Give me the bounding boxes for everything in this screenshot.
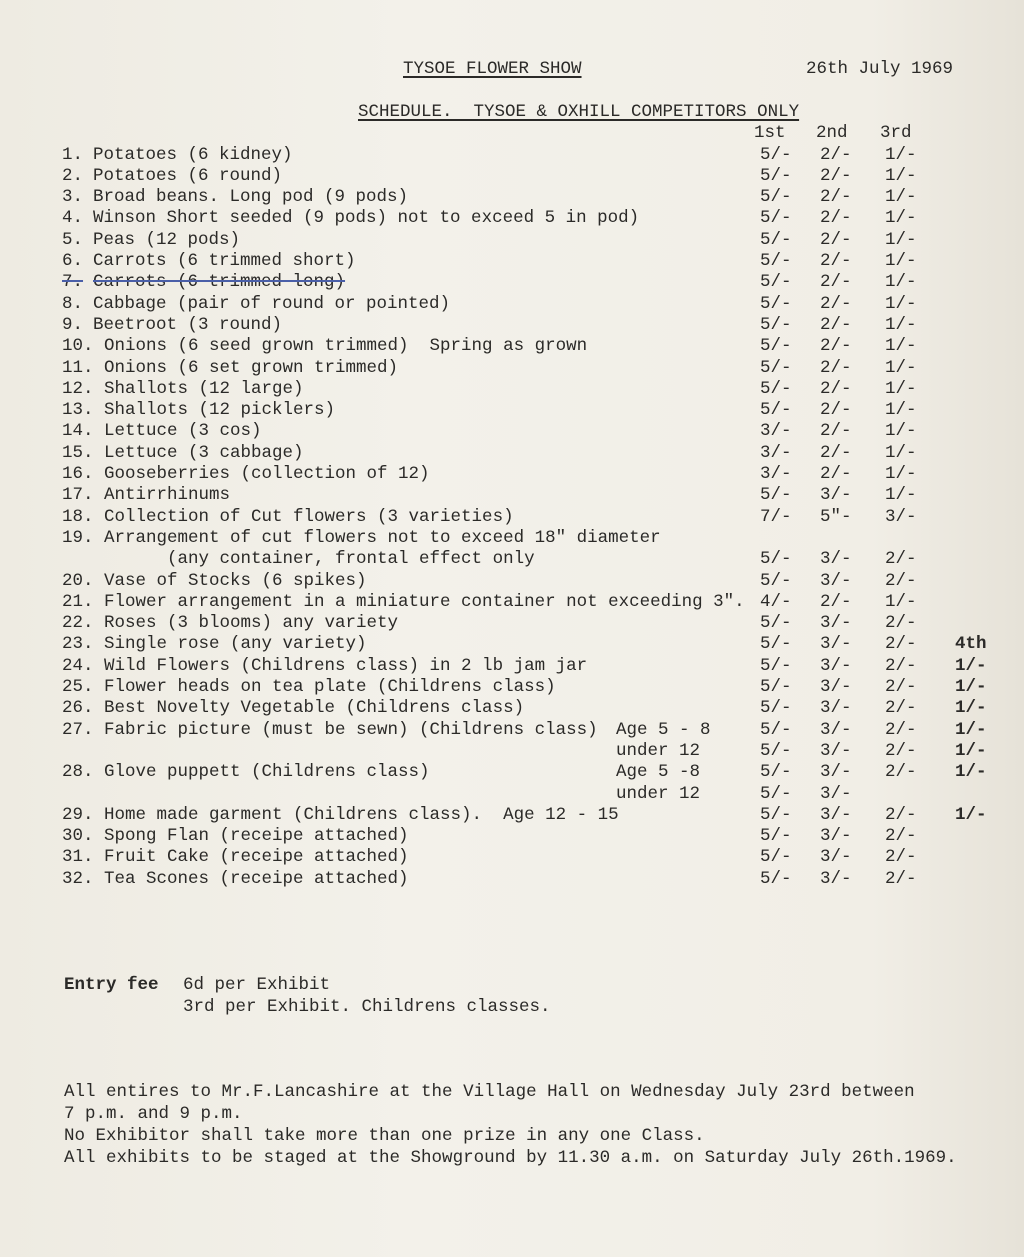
class-number: 1.	[62, 144, 84, 165]
class-description: Wild Flowers (Childrens class) in 2 lb jam jar	[104, 655, 588, 676]
prize-2: 2/-	[820, 442, 852, 463]
prize-2: 2/-	[820, 378, 852, 399]
class-number: 13.	[62, 400, 94, 421]
prize-2: 3/-	[820, 826, 852, 847]
prize-2: 3/-	[820, 847, 852, 868]
prize-1: 5/-	[760, 272, 792, 293]
prize-3: 2/-	[885, 740, 917, 761]
class-description: Shallots (12 picklers)	[104, 400, 336, 421]
prize-2: 2/-	[820, 208, 852, 229]
prize-3: 2/-	[885, 549, 917, 570]
prize-3: 1/-	[885, 144, 917, 165]
prize-2: 3/-	[820, 613, 852, 634]
class-description: Fruit Cake (receipe attached)	[104, 847, 409, 868]
prize-3: 1/-	[885, 442, 917, 463]
entry-fee-adult: 6d per Exhibit	[183, 975, 331, 995]
prize-2: 2/-	[820, 144, 852, 165]
prize-2: 3/-	[820, 485, 852, 506]
prize-2: 2/-	[820, 400, 852, 421]
prize-2: 3/-	[820, 570, 852, 591]
prize-2: 2/-	[820, 272, 852, 293]
age-group: under 12	[616, 740, 701, 761]
class-description: Potatoes (6 kidney)	[93, 144, 293, 165]
prize-2: 3/-	[820, 868, 852, 889]
prize-2: 3/-	[820, 783, 852, 804]
prize-1: 5/-	[760, 826, 792, 847]
prize-2: 3/-	[820, 698, 852, 719]
entry-fee-children: 3rd per Exhibit. Childrens classes.	[183, 997, 551, 1017]
class-number: 26.	[62, 698, 94, 719]
prize-1: 5/-	[760, 740, 792, 761]
prize-3: 1/-	[885, 591, 917, 612]
prize-1: 5/-	[760, 613, 792, 634]
class-description: Winson Short seeded (9 pods) not to exceed 5 in pod)	[93, 208, 640, 229]
prize-1: 3/-	[760, 421, 792, 442]
prize-3: 2/-	[885, 762, 917, 783]
class-description: Flower arrangement in a miniature container not exceeding 3".	[104, 591, 745, 612]
prize-3: 2/-	[885, 570, 917, 591]
note-one-prize: No Exhibitor shall take more than one prize in any one Class.	[64, 1126, 705, 1146]
prize-1: 5/-	[760, 293, 792, 314]
schedule-subtitle: SCHEDULE. TYSOE & OXHILL COMPETITORS ONLY	[358, 102, 800, 122]
prize-4: 1/-	[955, 804, 987, 825]
prize-3: 2/-	[885, 613, 917, 634]
class-number: 23.	[62, 634, 94, 655]
prize-1: 5/-	[760, 165, 792, 186]
class-description: Glove puppett (Childrens class)	[104, 762, 430, 783]
prize-3: 1/-	[885, 336, 917, 357]
prize-2: 2/-	[820, 336, 852, 357]
class-number: 20.	[62, 570, 94, 591]
class-number: 27.	[62, 719, 94, 740]
prize-1: 5/-	[760, 549, 792, 570]
prize-4: 1/-	[955, 719, 987, 740]
prize-1: 5/-	[760, 783, 792, 804]
prize-1: 3/-	[760, 442, 792, 463]
class-description: Carrots (6 trimmed short)	[93, 251, 356, 271]
prize-3: 2/-	[885, 655, 917, 676]
prize-2: 5"-	[820, 506, 852, 527]
class-description: Best Novelty Vegetable (Childrens class)	[104, 698, 525, 719]
class-number: 9.	[62, 314, 84, 335]
prize-2: 2/-	[820, 591, 852, 612]
prize-3: 1/-	[885, 272, 917, 293]
class-description: Lettuce (3 cabbage)	[104, 442, 304, 463]
prize-1: 5/-	[760, 208, 792, 229]
prize-3: 2/-	[885, 719, 917, 740]
class-number: 21.	[62, 591, 94, 612]
prize-1: 5/-	[760, 868, 792, 889]
class-description: Single rose (any variety)	[104, 634, 367, 655]
prize-1: 5/-	[760, 336, 792, 357]
prize-2: 2/-	[820, 357, 852, 378]
class-number: 25.	[62, 677, 94, 697]
prize-1: 5/-	[760, 698, 792, 719]
class-description: Arrangement of cut flowers not to exceed 18" diameter	[104, 527, 661, 548]
class-description: Collection of Cut flowers (3 varieties)	[104, 506, 514, 527]
class-number: 19.	[62, 527, 94, 548]
prize-2: 2/-	[820, 229, 852, 250]
class-number: 8.	[62, 293, 84, 314]
prize-4: 1/-	[955, 762, 987, 783]
class-number: 7.	[62, 272, 84, 293]
prize-4: 1/-	[955, 655, 987, 676]
prize-3: 2/-	[885, 634, 917, 655]
prize-3: 2/-	[885, 847, 917, 868]
class-description: Shallots (12 large)	[104, 378, 304, 399]
class-number: 29.	[62, 804, 94, 825]
class-number: 12.	[62, 378, 94, 399]
prize-2: 3/-	[820, 804, 852, 825]
prize-1: 5/-	[760, 314, 792, 335]
prize-2: 2/-	[820, 314, 852, 335]
prize-3: 1/-	[885, 293, 917, 314]
prize-4: 1/-	[955, 698, 987, 719]
prize-1: 5/-	[760, 251, 792, 271]
prize-1: 5/-	[760, 677, 792, 697]
class-description: Potatoes (6 round)	[93, 165, 283, 186]
class-description: Beetroot (3 round)	[93, 314, 283, 335]
prize-1: 5/-	[760, 378, 792, 399]
header-3rd: 3rd	[880, 123, 912, 143]
prize-1: 5/-	[760, 570, 792, 591]
show-date: 26th July 1969	[806, 59, 954, 79]
prize-1: 5/-	[760, 634, 792, 655]
class-number: 24.	[62, 655, 94, 676]
class-description: Peas (12 pods)	[93, 229, 241, 250]
prize-1: 5/-	[760, 400, 792, 421]
prize-2: 2/-	[820, 464, 852, 484]
note-entries: All entires to Mr.F.Lancashire at the Village Hall on Wednesday July 23rd between	[64, 1082, 915, 1102]
age-group: Age 5 -8	[616, 762, 701, 783]
document-title: TYSOE FLOWER SHOW	[403, 59, 582, 79]
prize-3: 1/-	[885, 229, 917, 250]
prize-2: 2/-	[820, 187, 852, 208]
prize-3: 1/-	[885, 187, 917, 208]
prize-3: 1/-	[885, 378, 917, 399]
class-number: 3.	[62, 187, 84, 208]
prize-1: 5/-	[760, 187, 792, 208]
age-group: under 12	[616, 783, 701, 804]
prize-2: 3/-	[820, 634, 852, 655]
prize-3: 1/-	[885, 400, 917, 421]
prize-2: 2/-	[820, 293, 852, 314]
prize-3: 2/-	[885, 826, 917, 847]
prize-3: 1/-	[885, 464, 917, 484]
class-description: Spong Flan (receipe attached)	[104, 826, 409, 847]
class-description: Onions (6 seed grown trimmed) Spring as grown	[104, 336, 588, 357]
class-description: Flower heads on tea plate (Childrens class)	[104, 677, 556, 697]
class-description: (any container, frontal effect only	[104, 549, 535, 570]
class-description: Carrots (6 trimmed long)	[93, 272, 346, 293]
class-description: Antirrhinums	[104, 485, 231, 506]
prize-2: 3/-	[820, 549, 852, 570]
prize-1: 5/-	[760, 762, 792, 783]
prize-1: 5/-	[760, 804, 792, 825]
prize-2: 3/-	[820, 677, 852, 697]
class-number: 22.	[62, 613, 94, 634]
class-number: 28.	[62, 762, 94, 783]
class-description: Broad beans. Long pod (9 pods)	[93, 187, 409, 208]
class-description: Fabric picture (must be sewn) (Childrens class)	[104, 719, 598, 740]
prize-3: 1/-	[885, 314, 917, 335]
prize-3: 1/-	[885, 421, 917, 442]
prize-3: 1/-	[885, 251, 917, 271]
prize-2: 3/-	[820, 740, 852, 761]
prize-3: 2/-	[885, 804, 917, 825]
class-number: 10.	[62, 336, 94, 357]
prize-1: 5/-	[760, 485, 792, 506]
class-description: Cabbage (pair of round or pointed)	[93, 293, 451, 314]
age-group: Age 5 - 8	[616, 719, 711, 740]
class-number: 14.	[62, 421, 94, 442]
class-description: Tea Scones (receipe attached)	[104, 868, 409, 889]
prize-1: 5/-	[760, 719, 792, 740]
note-staging: All exhibits to be staged at the Showground by 11.30 a.m. on Saturday July 26th.1969.	[64, 1148, 957, 1168]
header-1st: 1st	[754, 123, 786, 143]
class-number: 2.	[62, 165, 84, 186]
prize-3: 1/-	[885, 357, 917, 378]
prize-1: 5/-	[760, 144, 792, 165]
class-number: 31.	[62, 847, 94, 868]
class-number: 11.	[62, 357, 94, 378]
class-number: 5.	[62, 229, 84, 250]
class-description: Lettuce (3 cos)	[104, 421, 262, 442]
prize-3: 2/-	[885, 677, 917, 697]
class-number: 32.	[62, 868, 94, 889]
prize-2: 3/-	[820, 762, 852, 783]
class-number: 30.	[62, 826, 94, 847]
prize-3: 1/-	[885, 165, 917, 186]
prize-4: 4th	[955, 634, 987, 655]
prize-3: 2/-	[885, 698, 917, 719]
prize-4: 1/-	[955, 677, 987, 697]
prize-1: 5/-	[760, 229, 792, 250]
prize-3: 2/-	[885, 868, 917, 889]
prize-1: 5/-	[760, 655, 792, 676]
prize-2: 2/-	[820, 165, 852, 186]
prize-1: 5/-	[760, 357, 792, 378]
prize-2: 3/-	[820, 655, 852, 676]
class-description: Vase of Stocks (6 spikes)	[104, 570, 367, 591]
class-description: Gooseberries (collection of 12)	[104, 464, 430, 484]
class-number: 18.	[62, 506, 94, 527]
prize-1: 3/-	[760, 464, 792, 484]
note-entries-time: 7 p.m. and 9 p.m.	[64, 1104, 243, 1124]
class-number: 6.	[62, 251, 84, 271]
prize-1: 4/-	[760, 591, 792, 612]
class-number: 4.	[62, 208, 84, 229]
prize-1: 7/-	[760, 506, 792, 527]
class-description: Onions (6 set grown trimmed)	[104, 357, 399, 378]
class-number: 15.	[62, 442, 94, 463]
prize-3: 3/-	[885, 506, 917, 527]
class-description: Home made garment (Childrens class). Age 12 - 15	[104, 804, 619, 825]
prize-3: 1/-	[885, 208, 917, 229]
class-number: 17.	[62, 485, 94, 506]
prize-1: 5/-	[760, 847, 792, 868]
prize-2: 3/-	[820, 719, 852, 740]
prize-2: 2/-	[820, 251, 852, 271]
prize-4: 1/-	[955, 740, 987, 761]
entry-fee-label: Entry fee	[64, 975, 159, 995]
class-number: 16.	[62, 464, 94, 484]
prize-2: 2/-	[820, 421, 852, 442]
class-description: Roses (3 blooms) any variety	[104, 613, 399, 634]
prize-3: 1/-	[885, 485, 917, 506]
header-2nd: 2nd	[816, 123, 848, 143]
